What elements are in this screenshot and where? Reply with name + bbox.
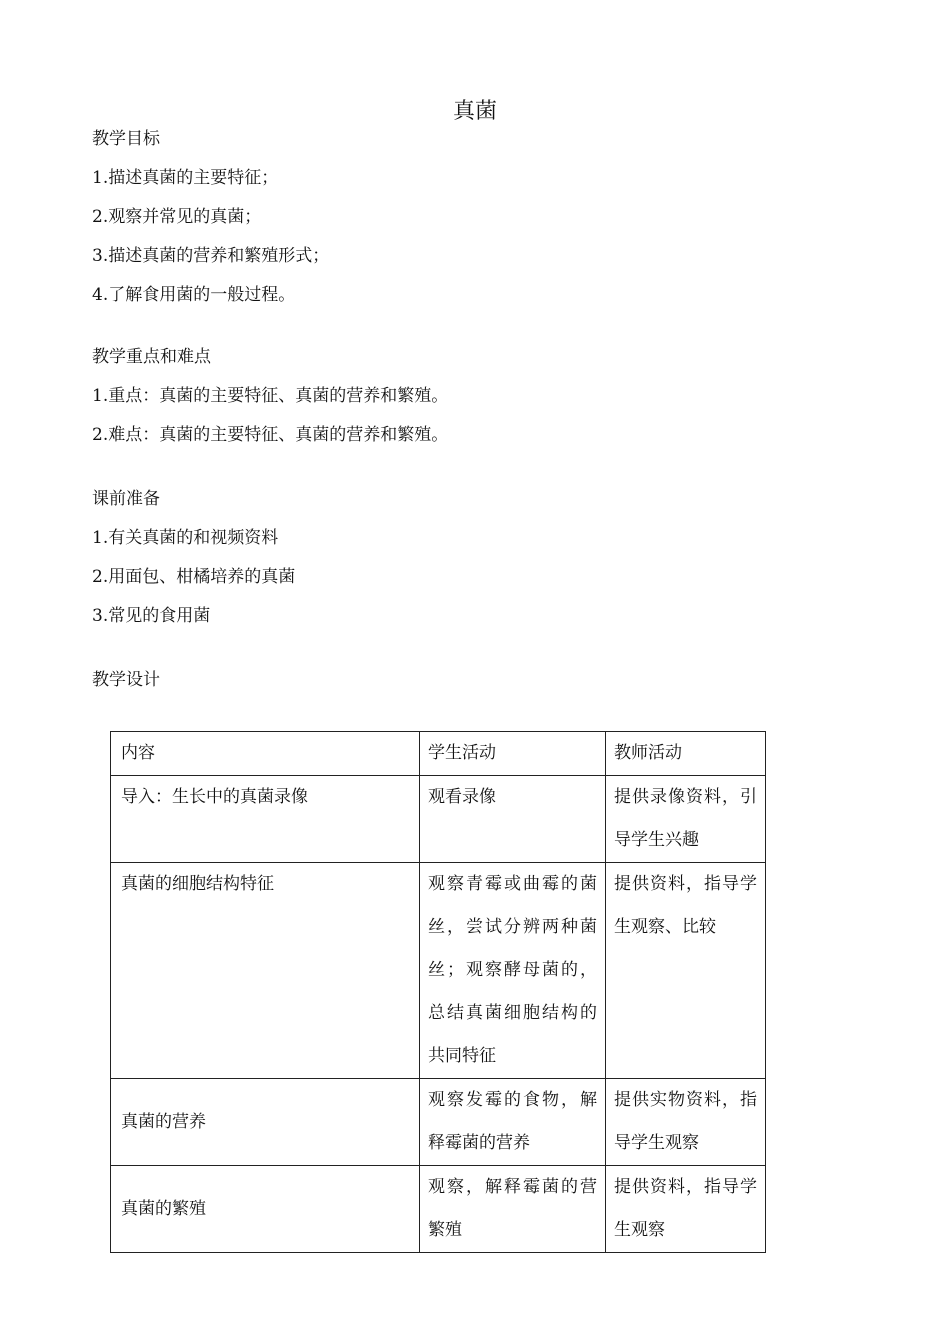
preparation-heading: 课前准备 [92, 489, 160, 509]
design-heading: 教学设计 [92, 670, 160, 690]
objective-item: 2.观察并常见的真菌； [92, 207, 262, 227]
objective-item: 4.了解食用菌的一般过程。 [92, 285, 296, 305]
table-header-cell: 学生活动 [420, 732, 606, 776]
preparation-item: 1.有关真菌的和视频资料 [92, 528, 279, 548]
table-cell-student: 观看录像 [420, 776, 606, 863]
focus-heading: 教学重点和难点 [92, 347, 211, 367]
objective-item: 1.描述真菌的主要特征； [92, 168, 279, 188]
teaching-design-table [110, 731, 766, 1253]
objectives-heading: 教学目标 [92, 129, 160, 149]
table-cell-teacher: 提供资料，指导学生观察、比较 [606, 863, 766, 1079]
table-header-cell: 教师活动 [606, 732, 766, 776]
preparation-item: 3.常见的食用菌 [92, 606, 211, 626]
table-row [111, 1166, 766, 1253]
table-cell-content: 真菌的营养 [111, 1079, 420, 1166]
table-row [111, 1079, 766, 1166]
table-cell-teacher: 提供实物资料，指导学生观察 [606, 1079, 766, 1166]
document-title: 真菌 [452, 99, 497, 124]
objectives-section [92, 120, 852, 315]
focus-item: 2.难点：真菌的主要特征、真菌的营养和繁殖。 [92, 425, 449, 445]
table-cell-content: 真菌的繁殖 [111, 1166, 420, 1253]
table-row [111, 863, 766, 1079]
table-header-row [111, 732, 766, 776]
preparation-section [92, 480, 852, 636]
table-cell-content: 真菌的细胞结构特征 [111, 863, 420, 1079]
table-cell-teacher: 提供资料，指导学生观察 [606, 1166, 766, 1253]
design-section [92, 661, 852, 700]
table-cell-student: 观察发霉的食物，解释霉菌的营养 [420, 1079, 606, 1166]
focus-item: 1.重点：真菌的主要特征、真菌的营养和繁殖。 [92, 386, 449, 406]
table-row [111, 776, 766, 863]
objective-item: 3.描述真菌的营养和繁殖形式； [92, 246, 330, 266]
table-cell-student: 观察青霉或曲霉的菌丝，尝试分辨两种菌丝；观察酵母菌的，总结真菌细胞结构的共同特征 [420, 863, 606, 1079]
preparation-item: 2.用面包、柑橘培养的真菌 [92, 567, 296, 587]
table-cell-teacher: 提供录像资料，引导学生兴趣 [606, 776, 766, 863]
table-cell-student: 观察，解释霉菌的营繁殖 [420, 1166, 606, 1253]
focus-section [92, 338, 852, 455]
table-header-cell: 内容 [111, 732, 420, 776]
table-cell-content: 导入：生长中的真菌录像 [111, 776, 420, 863]
